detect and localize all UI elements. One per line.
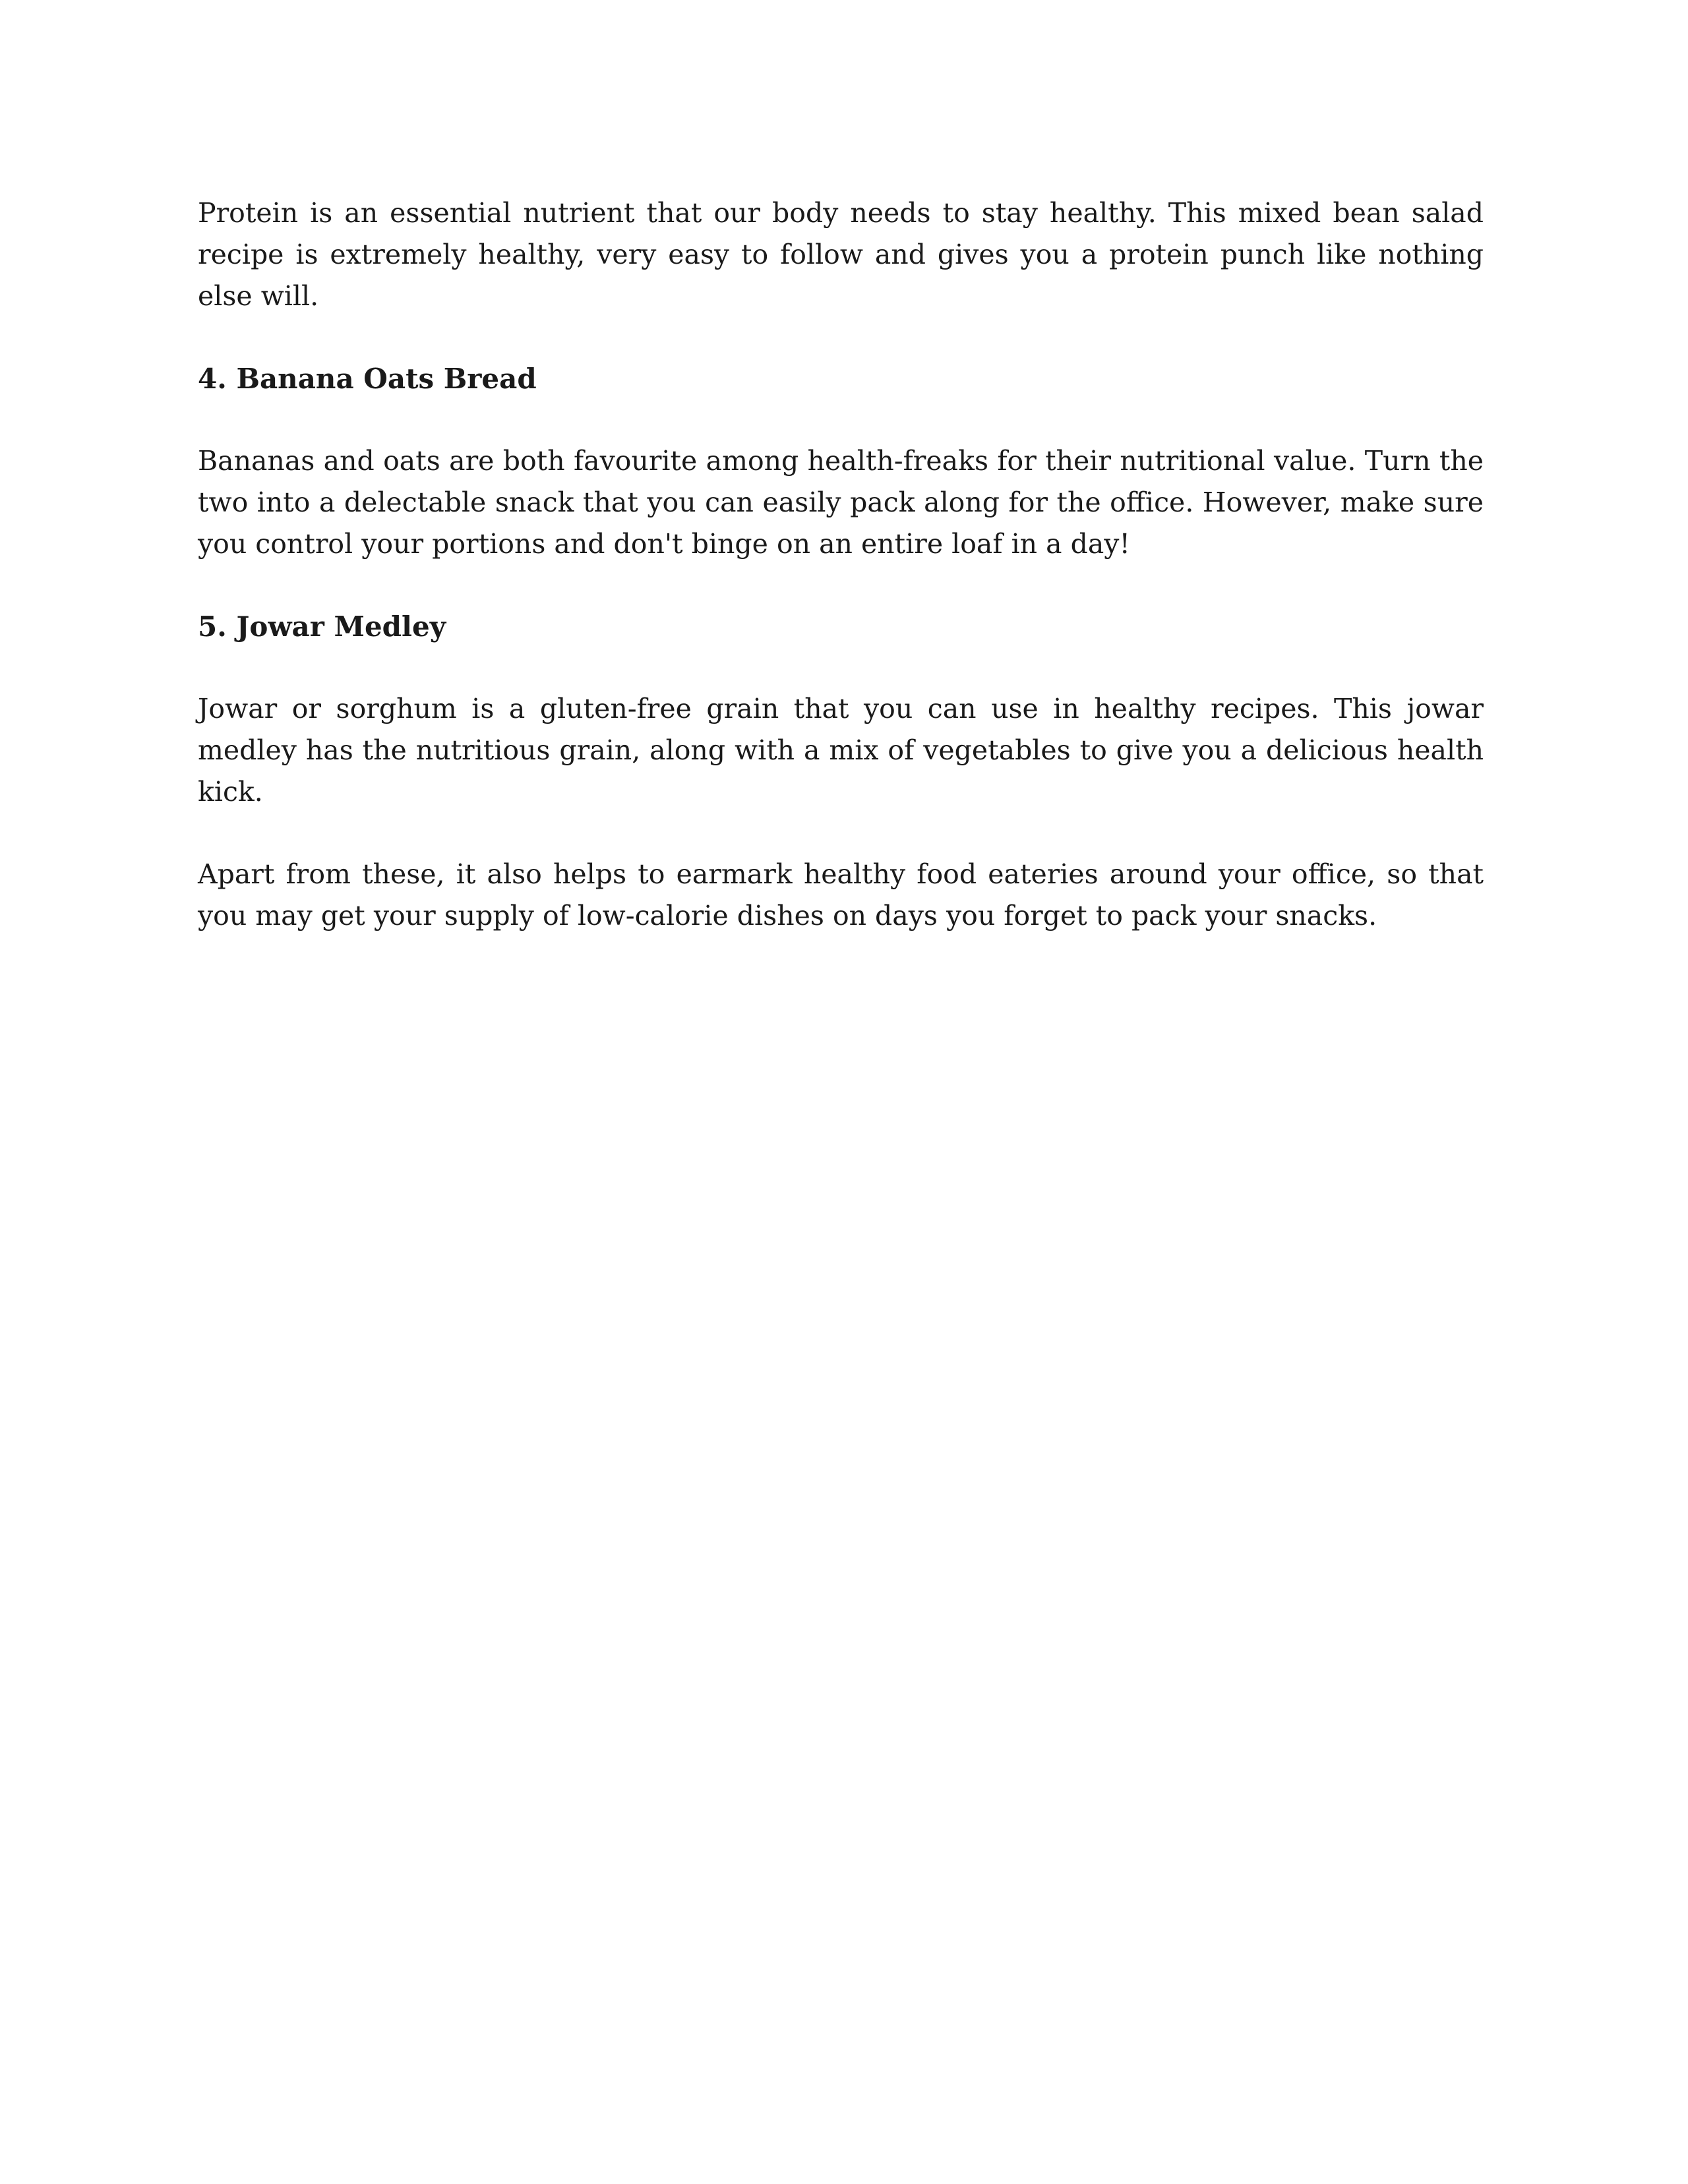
- heading-jowar-medley: 5. Jowar Medley: [198, 610, 446, 643]
- paragraph-banana-oats: Bananas and oats are both favourite among health-freaks for their nutritional value. Turn the two into a delectable snack that you can easily pack along for the office. However, make sure you control your portions and don't binge on an entire loaf in a day!: [198, 445, 1484, 560]
- paragraph-jowar: Jowar or sorghum is a gluten-free grain that you can use in healthy recipes. This jowar medley has the nutritious grain, along with a mix of vegetables to give you a delicious health kick.: [198, 693, 1484, 808]
- paragraph-closing: Apart from these, it also helps to earmark healthy food eateries around your office, so that you may get your supply of low-calorie dishes on days you forget to pack your snacks.: [198, 858, 1484, 931]
- document-body: [198, 192, 1484, 978]
- paragraph-protein: Protein is an essential nutrient that our body needs to stay healthy. This mixed bean salad recipe is extremely healthy, very easy to follow and gives you a protein punch like nothing else will.: [198, 197, 1484, 312]
- heading-banana-oats-bread: 4. Banana Oats Bread: [198, 363, 537, 395]
